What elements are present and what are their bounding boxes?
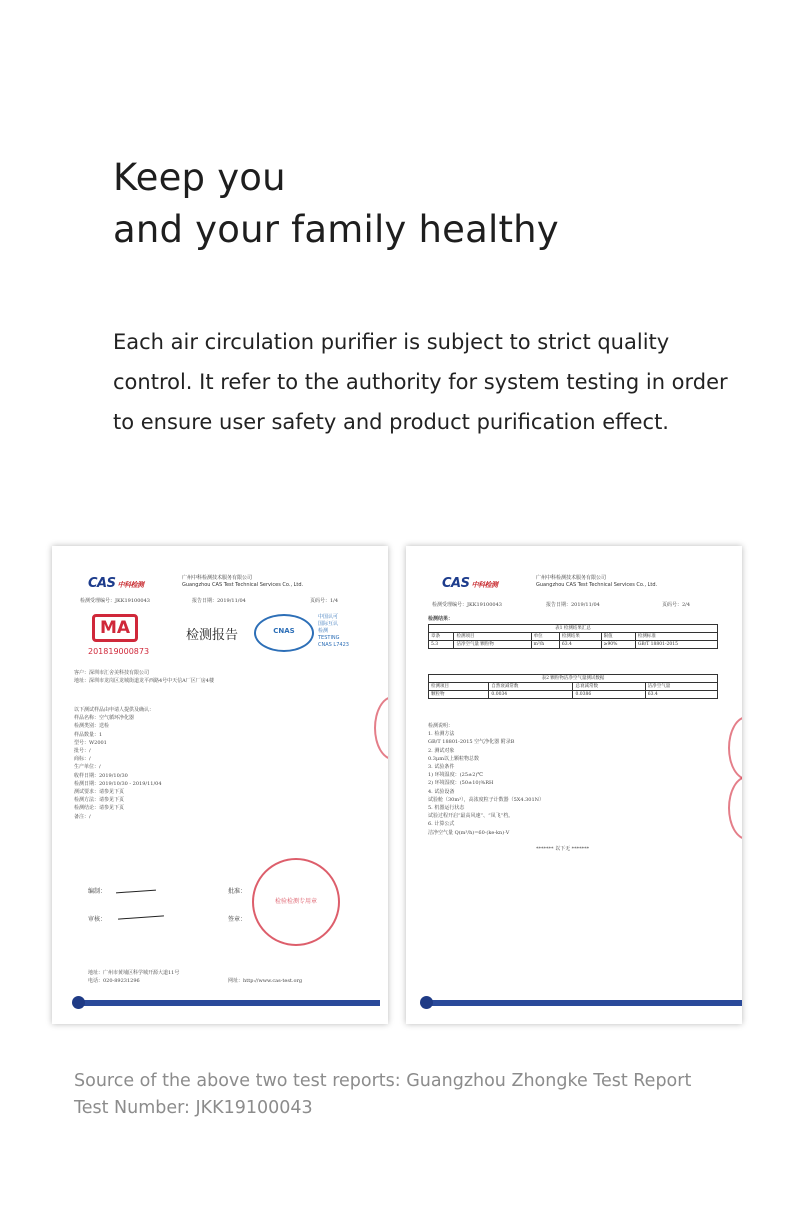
client-address: 地址：深圳市龙岗区龙城街道龙平西路4号中天信A厂区厂房4楼 [74, 678, 214, 684]
cas-logo: CAS 中科检测 [88, 576, 144, 591]
seal-edge [728, 776, 742, 840]
headline [113, 152, 559, 256]
footer-website: 网址：http://www.cas-test.org [228, 978, 303, 984]
report-number: 检测受理编号：JKK19100043 [80, 598, 150, 604]
cma-number: 201819000873 [88, 647, 150, 656]
seal-edge [374, 696, 388, 760]
test-report-page-2 [406, 546, 742, 1024]
cas-logo: CAS 中科检测 [442, 576, 498, 591]
test-report-page-1 [52, 546, 388, 1024]
lab-name-cn: 广州中科检测技术服务有限公司 [182, 575, 253, 581]
results-summary-table: 表1 检测结果汇总 章条 检测项目 单位 检测结果 限值 检测标准 5.3 洁净空气量 颗粒物 m³/h 63.4 ≥90% GB/T 18801-2015 [428, 624, 718, 649]
report-number: 检测受理编号：JKK19100043 [432, 602, 502, 608]
end-of-report-mark: ******* 以下无 ******* [536, 846, 590, 852]
sample-fields: 以下测试样品由申请人提供及确认： 样品名称：空气循环净化器 检测类别：送检 样品数量：1 型号：W2001 批号：/ 商标：/ 生产单位：/ 收样日期：2019/10/30 检测日期：2019/10/30 - 2019/11/04 测试要求：请参见下页 检测方法：请参见下页 检测结论：请参见下页 备注：/ [74, 707, 162, 820]
particle-data-table: 表2 颗粒物洁净空气量测试数据 检测项目 自然衰减常数 总衰减常数 洁净空气量 颗粒物 0.0034 0.0386 63.4 [428, 674, 718, 699]
report-date: 报告日期：2019/11/04 [546, 602, 600, 608]
source-line-1: Source of the above two test reports: Guangzhou Zhongke Test Report [74, 1071, 692, 1091]
result-heading: 检测结果： [428, 616, 454, 622]
editor-signature [116, 890, 156, 894]
page-number: 页码号：1/4 [310, 598, 339, 604]
lab-name-cn: 广州中科检测技术服务有限公司 [536, 575, 607, 581]
reviewer-label: 审核： [88, 916, 107, 923]
footer-address: 地址：广州市黄埔区科学城开源大道11号 [88, 970, 180, 976]
report-title: 检测报告 [186, 628, 239, 643]
lab-name-en: Guangzhou CAS Test Technical Services Co., Ltd. [536, 582, 658, 588]
test-notes: 检测说明： 1. 检测方法 GB/T 18801-2015 空气净化器 附录B 2. 测试对象 0.3μm以上颗粒物总数 3. 试验条件 1) 环境温度：(25±2)℃ 2) 环境湿度：(50±10)%RH 4. 试验设备 试验舱（30m³），高浓度粒子计数器（5X4.301N） 5. 机器运行状态 试验过程开启“最高风速”、“凤飞”档。 6. 计算公式 洁净空气量 Q(m³/h)=60·(ke-kn)·V [428, 723, 545, 836]
intro-line-3: to ensure user safety and product purification effect. [113, 410, 669, 434]
cnas-badge-text: 中国认可 国际互认 检测 TESTING CNAS L7423 [318, 614, 349, 648]
intro-paragraph [113, 322, 753, 442]
lab-name-en: Guangzhou CAS Test Technical Services Co., Ltd. [182, 582, 304, 588]
footer-phone: 电话：020-89231296 [88, 978, 140, 984]
table-row: 5.3 洁净空气量 颗粒物 m³/h 63.4 ≥90% GB/T 18801-2015 [429, 641, 718, 649]
editor-label: 编制： [88, 888, 107, 895]
intro-line-1: Each air circulation purifier is subject to strict quality [113, 330, 670, 354]
report-date: 报告日期：2019/11/04 [192, 598, 246, 604]
source-note [74, 1068, 691, 1122]
headline-line-1: Keep you [113, 156, 286, 199]
approver-label: 批准： [228, 888, 247, 895]
cnas-badge: CNAS [254, 614, 314, 652]
headline-line-2: and your family healthy [113, 208, 559, 251]
seal-edge [728, 716, 742, 780]
footer-bar [428, 1000, 742, 1006]
official-stamp: 检验检测专用章 [252, 858, 340, 946]
client-name: 客户：深圳市汇舍美科技有限公司 [74, 670, 150, 676]
footer-bar [80, 1000, 380, 1006]
intro-line-2: control. It refer to the authority for system testing in order [113, 370, 728, 394]
page-number: 页码号：2/4 [662, 602, 691, 608]
source-line-2: Test Number: JKK19100043 [74, 1098, 313, 1118]
cma-mark: MA [92, 614, 138, 642]
table-row: 颗粒物 0.0034 0.0386 63.4 [429, 691, 718, 699]
signer-label: 签章： [228, 916, 247, 923]
reviewer-signature [118, 915, 164, 919]
